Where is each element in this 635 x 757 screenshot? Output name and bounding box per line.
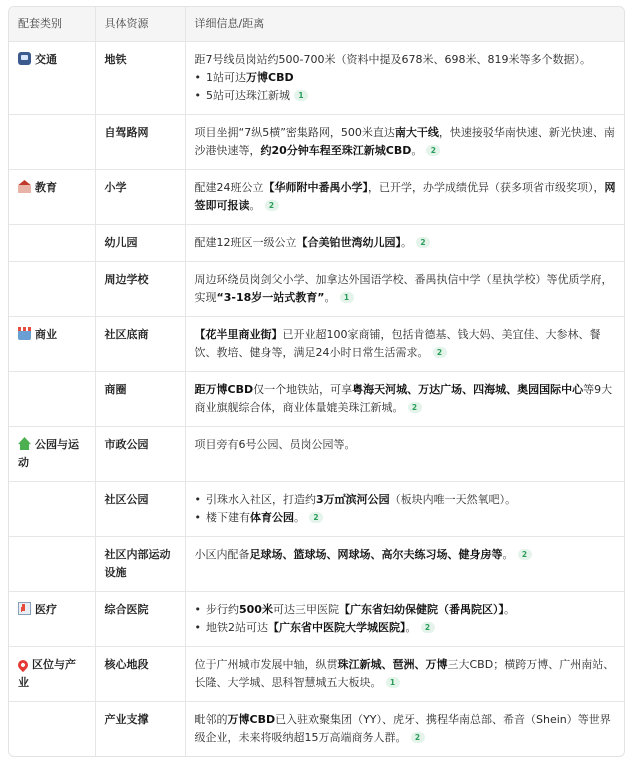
detail-text: 毗邻的 — [194, 713, 228, 726]
list-text: 步行约 — [206, 603, 239, 616]
detail-text: 三大CBD；横跨万博、广州南站、长隆、大学城、思科智慧城五大板块。 — [194, 658, 615, 689]
citation-badge[interactable]: 2 — [426, 145, 440, 156]
list-bold-text: 【广东省妇幼保健院（番禺院区）】 — [338, 603, 504, 616]
detail-text: 周边环绕员岗剑父小学、加拿达外国语学校、番禺执信中学（星执学校）等优质学府，实现 — [194, 273, 613, 304]
detail-bold-text: 【合美铂世湾幼儿园】 — [296, 236, 401, 249]
detail-text: 配建12班区一级公立 — [194, 236, 297, 249]
detail-cell: 项目旁有6号公园、员岗公园等。 — [185, 427, 624, 482]
citation-badge[interactable]: 2 — [433, 347, 447, 358]
metro-icon — [18, 52, 31, 65]
detail-text: 。 — [324, 291, 336, 304]
detail-bold-text: 珠江新城、琶洲、万博 — [337, 658, 448, 671]
category-label: 区位与产业 — [18, 658, 76, 689]
header-detail: 详细信息/距离 — [185, 7, 624, 42]
detail-text: 。 — [249, 199, 261, 212]
citation-badge[interactable]: 1 — [340, 292, 354, 303]
list-bold-text: 3万㎡滨河公园 — [316, 493, 390, 506]
category-cell-empty — [9, 372, 95, 427]
detail-bold-text: 粤海天河城、万达广场、四海城、奥园国际中心 — [352, 383, 584, 396]
shop-icon — [18, 327, 31, 340]
detail-cell — [185, 372, 624, 427]
table-row — [9, 170, 624, 225]
resource-cell: 商圈 — [95, 372, 185, 427]
detail-text: 小区内配备 — [194, 548, 250, 561]
detail-bold-text: 南大干线 — [394, 126, 439, 139]
list-item — [195, 601, 617, 619]
category-cell — [9, 42, 95, 115]
detail-text: 仅一个地铁站，可享 — [253, 383, 353, 396]
citation-badge[interactable]: 2 — [265, 200, 279, 211]
detail-cell — [185, 262, 624, 317]
table-row — [9, 225, 624, 262]
detail-text: 已开业超100家商铺，包括肯德基、钱大妈、美宜佳、大参林、餐饮、教培、健身等，满足24小时日常生活需求。 — [194, 328, 601, 359]
table-row — [9, 372, 624, 427]
table-row — [9, 262, 624, 317]
detail-text: 等9大商业旗舰综合体，商业体量媲美珠江新城。 — [194, 383, 613, 414]
detail-list — [195, 69, 617, 105]
resource-cell: 核心地段 — [95, 647, 185, 702]
table-row — [9, 115, 624, 170]
category-cell-empty — [9, 537, 95, 592]
detail-text: 位于广州城市发展中轴，纵贯 — [194, 658, 338, 671]
list-text: 引珠水入社区，打造约 — [206, 493, 316, 506]
detail-bold-text: 约20分钟车程至珠江新城CBD — [260, 144, 412, 157]
detail-bold-text: 万博CBD — [227, 713, 276, 726]
resource-cell: 社区底商 — [95, 317, 185, 372]
detail-bold-text: “3-18岁一站式教育” — [216, 291, 325, 304]
list-text: 5站可达珠江新城 — [206, 89, 290, 102]
list-item — [195, 69, 617, 87]
list-text: 可达三甲医院 — [272, 603, 339, 616]
list-bold-text: 500米 — [239, 603, 273, 616]
list-text: 。 — [503, 603, 515, 616]
table-row — [9, 647, 624, 702]
category-cell — [9, 592, 95, 647]
resource-cell: 社区公园 — [95, 482, 185, 537]
resource-cell: 市政公园 — [95, 427, 185, 482]
table-row — [9, 482, 624, 537]
detail-list — [195, 491, 617, 527]
category-cell-empty — [9, 262, 95, 317]
list-text: 楼下建有 — [206, 511, 250, 524]
park-icon — [18, 437, 31, 450]
detail-text: ，快速接驳华南快速、新光快速、南沙港快速等， — [194, 126, 615, 157]
citation-badge[interactable]: 1 — [386, 677, 400, 688]
table-row — [9, 427, 624, 482]
detail-bold-text: 【花半里商业街】 — [194, 328, 283, 341]
detail-bold-text: 足球场、篮球场、网球场、高尔夫练习场、健身房等 — [249, 548, 503, 561]
category-cell — [9, 427, 95, 482]
detail-cell — [185, 592, 624, 647]
citation-badge[interactable]: 2 — [421, 622, 435, 633]
table-header-row — [9, 7, 624, 42]
detail-text: 。 — [411, 144, 423, 157]
category-cell — [9, 647, 95, 702]
detail-bold-text: 距万博CBD — [194, 383, 254, 396]
list-text: 。 — [405, 621, 417, 634]
detail-text: ，已开学，办学成绩优异（获多项省市级奖项）， — [368, 181, 605, 194]
detail-bold-text: 【华师附中番禺小学】 — [263, 181, 368, 194]
table-row — [9, 592, 624, 647]
resource-cell: 社区内部运动设施 — [95, 537, 185, 592]
detail-cell — [185, 170, 624, 225]
category-label: 商业 — [35, 328, 57, 341]
list-bold-text: 万博CBD — [246, 71, 294, 84]
table-row — [9, 42, 624, 115]
table-row — [9, 537, 624, 592]
category-label: 教育 — [35, 181, 57, 194]
detail-text: 。 — [401, 236, 412, 249]
school-icon — [18, 180, 31, 193]
resource-cell: 产业支撑 — [95, 702, 185, 757]
detail-text: 距7号线员岗站约500-700米（资料中提及678米、698米、819米等多个数据）。 — [194, 53, 591, 66]
citation-badge[interactable]: 2 — [416, 237, 430, 248]
facility-table — [9, 7, 624, 756]
list-text: （板块内唯一天然氧吧）。 — [389, 493, 517, 506]
table-row — [9, 317, 624, 372]
detail-cell — [185, 317, 624, 372]
category-cell — [9, 317, 95, 372]
header-resource: 具体资源 — [95, 7, 185, 42]
category-label: 医疗 — [35, 603, 57, 616]
detail-cell — [185, 537, 624, 592]
pin-icon — [16, 658, 30, 672]
detail-cell — [185, 42, 624, 115]
category-label: 公园与运动 — [18, 438, 79, 469]
detail-list — [195, 601, 617, 637]
list-item — [195, 509, 617, 527]
list-item — [195, 491, 617, 509]
resource-cell: 幼儿园 — [95, 225, 185, 262]
citation-badge[interactable]: 2 — [309, 512, 323, 523]
citation-badge[interactable]: 2 — [518, 549, 532, 560]
header-category: 配套类别 — [9, 7, 95, 42]
resource-cell: 地铁 — [95, 42, 185, 115]
category-cell-empty — [9, 702, 95, 757]
list-bold-text: 体育公园 — [250, 511, 294, 524]
list-item — [195, 619, 617, 637]
table-row — [9, 702, 624, 757]
detail-text: 已入驻欢聚集团（YY）、虎牙、携程华南总部、希音（Shein）等世界级企业，未来将吸纳超15万高端商务人群。 — [194, 713, 611, 744]
list-item — [195, 87, 617, 105]
hospital-icon — [18, 602, 31, 615]
citation-badge[interactable]: 1 — [294, 90, 308, 101]
detail-cell — [185, 647, 624, 702]
resource-cell: 小学 — [95, 170, 185, 225]
resource-cell: 自驾路网 — [95, 115, 185, 170]
category-cell-empty — [9, 225, 95, 262]
detail-bold-text: 网签即可报读 — [194, 181, 616, 212]
list-text: 。 — [294, 511, 305, 524]
list-bold-text: 【广东省中医院大学城医院】 — [268, 621, 406, 634]
list-text: 地铁2站可达 — [206, 621, 268, 634]
detail-cell — [185, 702, 624, 757]
category-cell-empty — [9, 115, 95, 170]
category-cell-empty — [9, 482, 95, 537]
citation-badge[interactable]: 2 — [408, 402, 422, 413]
detail-cell — [185, 225, 624, 262]
facility-table-container — [8, 6, 625, 757]
citation-badge[interactable]: 2 — [411, 732, 425, 743]
detail-text: 项目坐拥“7纵5横”密集路网，500米直达 — [194, 126, 395, 139]
category-cell — [9, 170, 95, 225]
detail-text: 。 — [502, 548, 514, 561]
detail-cell — [185, 482, 624, 537]
detail-text: 配建24班公立 — [194, 181, 264, 194]
list-text: 1站可达 — [206, 71, 246, 84]
resource-cell: 周边学校 — [95, 262, 185, 317]
detail-cell — [185, 115, 624, 170]
resource-cell: 综合医院 — [95, 592, 185, 647]
category-label: 交通 — [35, 53, 57, 66]
